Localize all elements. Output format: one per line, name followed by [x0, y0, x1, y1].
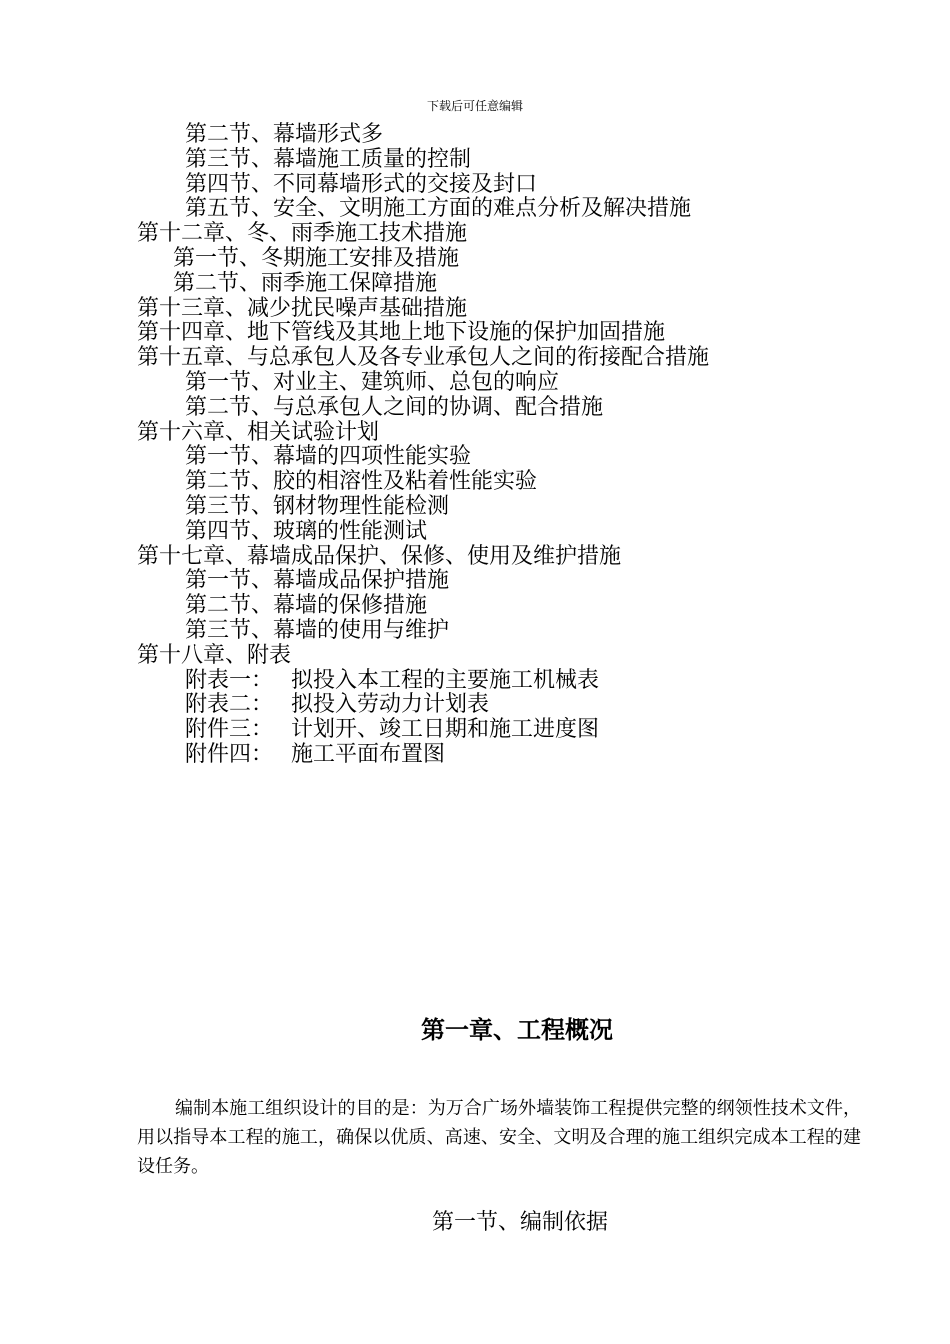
- toc-item-text: 第一节、幕墙的四项性能实验: [185, 444, 472, 470]
- toc-item-text: 第三节、钢材物理性能检测: [185, 493, 450, 519]
- toc-item: [137, 197, 897, 222]
- attachment-text: 拟投入劳动力计划表: [291, 692, 490, 718]
- toc-item-text: 第一节、对业主、建筑师、总包的响应: [185, 369, 560, 395]
- toc-item: [137, 569, 897, 594]
- toc-item-text: 第二节、幕墙的保修措施: [185, 593, 428, 619]
- toc-item-text: 第十三章、减少扰民噪声基础措施: [137, 295, 468, 321]
- toc-item: [137, 421, 897, 446]
- toc-item: [137, 321, 897, 346]
- toc-item: [137, 297, 897, 322]
- toc-item: [137, 346, 897, 371]
- toc-item: [137, 495, 897, 520]
- chapter-title: 第一章、工程概况: [421, 1015, 613, 1044]
- toc-item: [137, 545, 897, 570]
- toc-item-text: 第三节、幕墙的使用与维护: [185, 617, 450, 643]
- body-paragraph: 编制本施工组织设计的目的是：为万合广场外墙装饰工程提供完整的纲领性技术文件，用以指导本工程的施工，确保以优质、高速、安全、文明及合理的施工组织完成本工程的建设任务。: [137, 1098, 861, 1177]
- toc-item: [137, 247, 897, 272]
- toc-item: [137, 520, 897, 545]
- table-of-contents: [137, 123, 897, 768]
- toc-item-text: 第二节、胶的相溶性及粘着性能实验: [185, 469, 538, 495]
- attachment-label: 附件四：: [185, 741, 274, 767]
- toc-item: [137, 619, 897, 644]
- toc-item-text: 第一节、幕墙成品保护措施: [185, 568, 450, 594]
- toc-item: [137, 594, 897, 619]
- attachment-item: [137, 669, 897, 694]
- toc-item-text: 第十八章、附表: [137, 642, 292, 668]
- attachment-label: 附表一：: [185, 667, 274, 693]
- toc-item: [137, 644, 897, 669]
- toc-item-text: 第三节、幕墙施工质量的控制: [185, 146, 472, 172]
- toc-item-text: 第二节、与总承包人之间的协调、配合措施: [185, 394, 604, 420]
- attachment-text: 计划开、竣工日期和施工进度图: [291, 717, 600, 743]
- toc-item: [137, 148, 897, 173]
- toc-item: [137, 173, 897, 198]
- page-header-note: 下载后可任意编辑: [426, 99, 523, 113]
- attachment-item: [137, 718, 897, 743]
- toc-item: [137, 445, 897, 470]
- toc-item: [137, 222, 897, 247]
- toc-item-text: 第十七章、幕墙成品保护、保修、使用及维护措施: [137, 543, 622, 569]
- attachment-label: 附表二：: [185, 692, 274, 718]
- attachment-label: 附件三：: [185, 717, 274, 743]
- toc-item-text: 第十六章、相关试验计划: [137, 419, 380, 445]
- toc-item-text: 第十二章、冬、雨季施工技术措施: [137, 221, 468, 247]
- toc-item: [137, 123, 897, 148]
- toc-item: [137, 396, 897, 421]
- toc-item-text: 第二节、雨季施工保障措施: [173, 270, 438, 296]
- toc-item-text: 第一节、冬期施工安排及措施: [173, 245, 460, 271]
- attachment-item: [137, 693, 897, 718]
- toc-item-text: 第十五章、与总承包人及各专业承包人之间的衔接配合措施: [137, 345, 710, 371]
- section-title: 第一节、编制依据: [431, 1210, 608, 1235]
- toc-item-text: 第十四章、地下管线及其地上地下设施的保护加固措施: [137, 320, 666, 346]
- attachment-text: 施工平面布置图: [291, 741, 446, 767]
- attachment-text: 拟投入本工程的主要施工机械表: [291, 667, 600, 693]
- toc-item-text: 第五节、安全、文明施工方面的难点分析及解决措施: [185, 196, 692, 222]
- toc-item-text: 第二节、幕墙形式多: [185, 122, 384, 147]
- attachment-item: [137, 743, 897, 768]
- toc-item: [137, 371, 897, 396]
- toc-item: [137, 272, 897, 297]
- toc-item-text: 第四节、不同幕墙形式的交接及封口: [185, 171, 538, 197]
- toc-item-text: 第四节、玻璃的性能测试: [185, 518, 428, 544]
- toc-item: [137, 470, 897, 495]
